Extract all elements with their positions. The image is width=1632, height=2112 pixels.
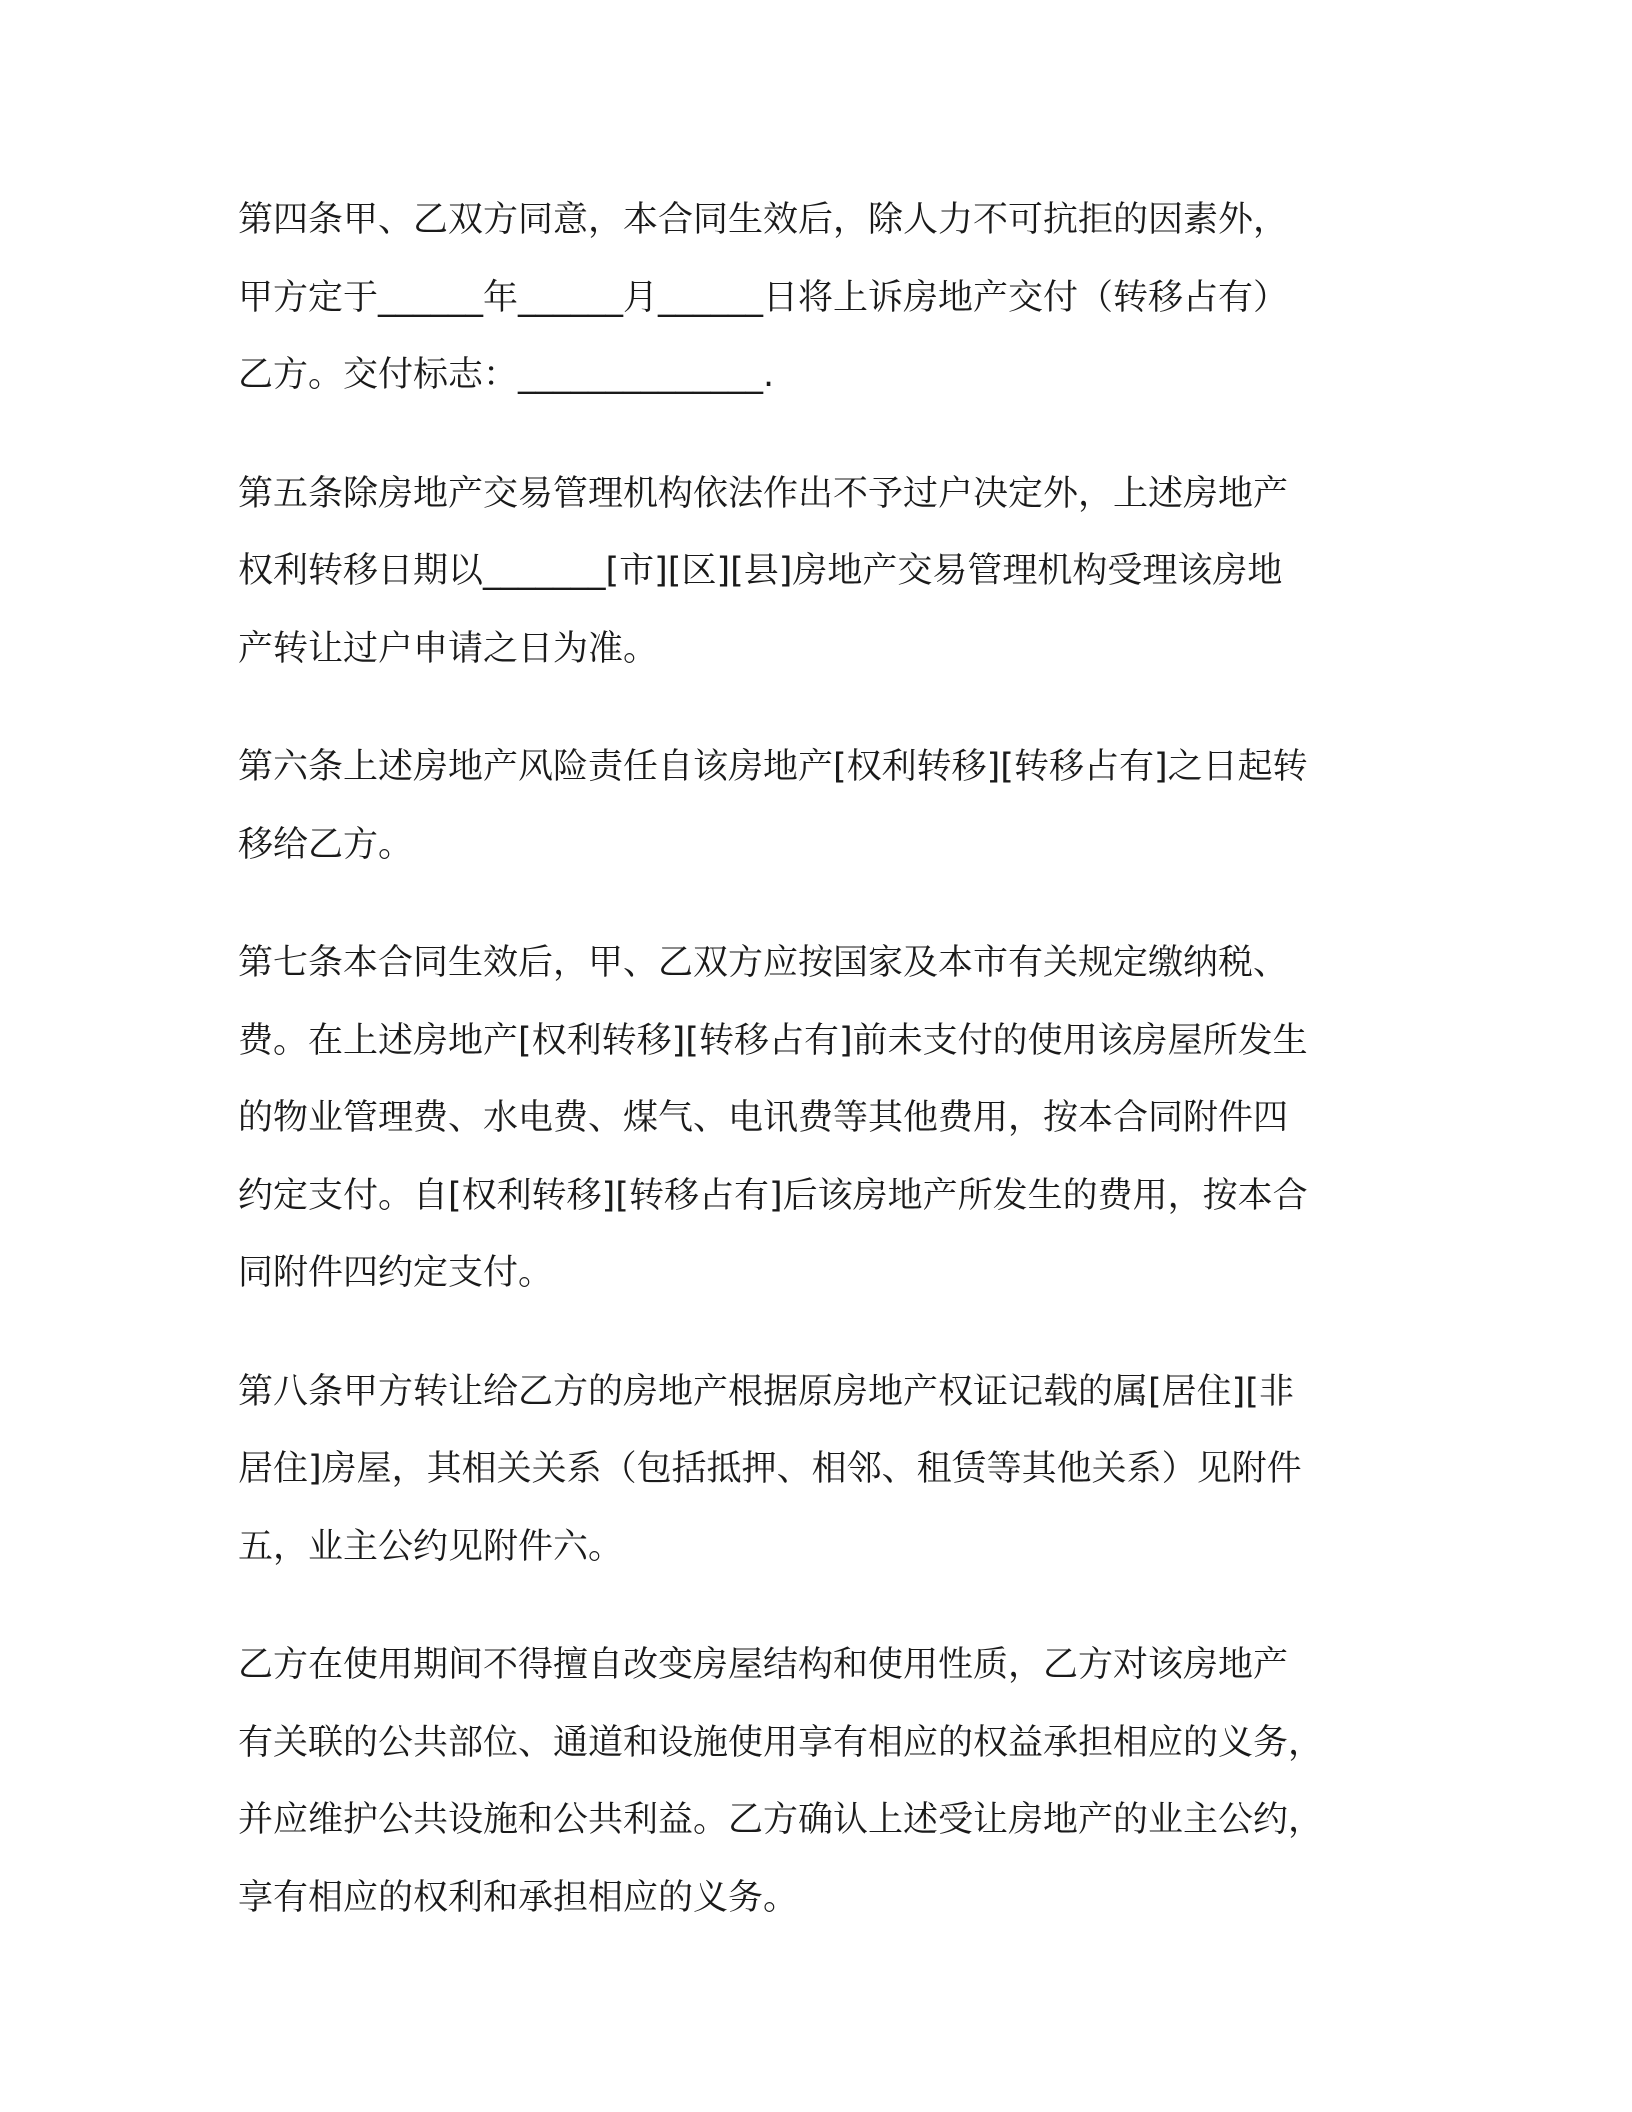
text-line: 的物业管理费、水电费、煤气、电讯费等其他费用，按本合同附件四 [238, 1098, 1289, 1138]
paragraph-article-7 [238, 925, 1388, 1313]
text-line: 第七条本合同生效后，甲、乙双方应按国家及本市有关规定缴纳税、 [238, 943, 1289, 983]
text-line: 乙方在使用期间不得擅自改变房屋结构和使用性质，乙方对该房地产 [238, 1645, 1289, 1685]
document-body [238, 182, 1388, 1978]
text-line: 并应维护公共设施和公共利益。乙方确认上述受让房地产的业主公约， [238, 1800, 1324, 1840]
text-line: 有关联的公共部位、通道和设施使用享有相应的权益承担相应的义务， [238, 1722, 1324, 1763]
text-line: 居住]房屋，其相关关系（包括抵押、相邻、租赁等其他关系）见附件 [238, 1449, 1302, 1489]
text-line: 权利转移日期以_______[市][区][县]房地产交易管理机构受理该房地 [238, 551, 1283, 591]
paragraph-article-5 [238, 456, 1388, 689]
paragraph-article-6 [238, 729, 1388, 884]
text-line: 产转让过户申请之日为准。 [238, 628, 659, 669]
paragraph-article-8 [238, 1354, 1388, 1587]
paragraph-article-4 [238, 182, 1388, 415]
text-line: 五，业主公约见附件六。 [238, 1526, 624, 1567]
text-line: 第八条甲方转让给乙方的房地产根据原房地产权证记载的属[居住][非 [238, 1371, 1294, 1412]
text-line: 享有相应的权利和承担相应的义务。 [238, 1877, 799, 1918]
paragraph-usage-obligations [238, 1627, 1388, 1937]
text-line: 第六条上述房地产风险责任自该房地产[权利转移][转移占有]之日起转 [238, 747, 1308, 787]
text-line: 甲方定于______年______月______日将上诉房地产交付（转移占有） [238, 277, 1289, 318]
text-line: 费。在上述房地产[权利转移][转移占有]前未支付的使用该房屋所发生 [238, 1020, 1308, 1061]
text-line: 乙方。交付标志：______________. [238, 355, 775, 395]
text-line: 移给乙方。 [238, 824, 414, 865]
text-line: 第五条除房地产交易管理机构依法作出不予过户决定外，上述房地产 [238, 473, 1289, 514]
text-line: 同附件四约定支付。 [238, 1253, 554, 1293]
text-line: 约定支付。自[权利转移][转移占有]后该房地产所发生的费用，按本合 [238, 1175, 1308, 1216]
text-line: 第四条甲、乙双方同意，本合同生效后，除人力不可抗拒的因素外， [238, 200, 1289, 240]
